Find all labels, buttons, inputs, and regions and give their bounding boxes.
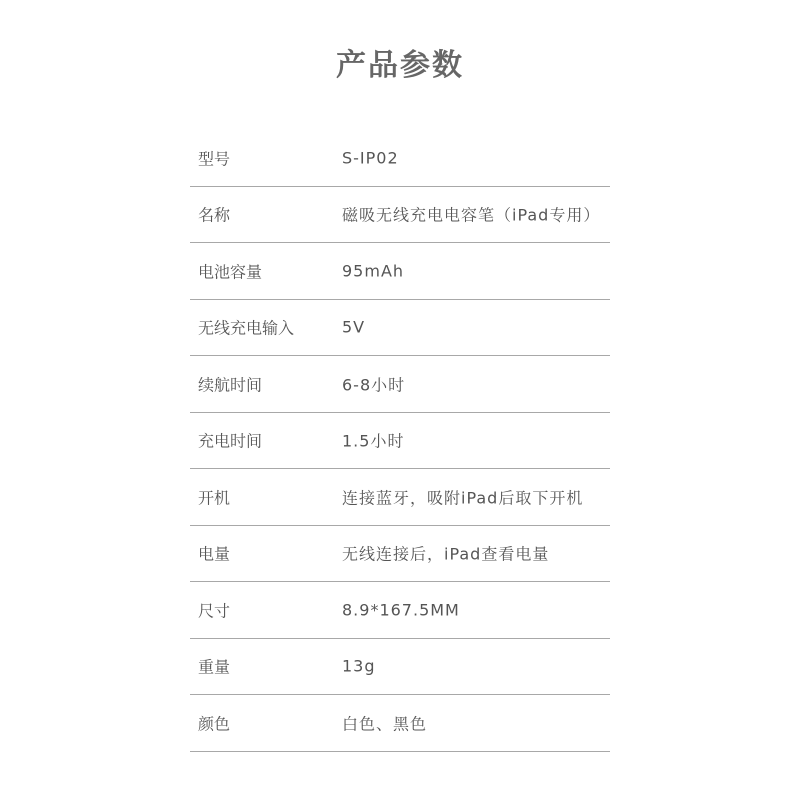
spec-label: 尺寸 [198,601,231,621]
spec-value: 磁吸无线充电电容笔（iPad专用） [342,205,601,225]
spec-value: 无线连接后，iPad查看电量 [342,544,550,564]
spec-value: 95mAh [342,261,405,281]
spec-label: 电量 [198,544,231,564]
spec-value: 6-8小时 [342,375,406,395]
spec-row-input [190,300,610,357]
spec-label: 开机 [198,488,231,508]
spec-row-weight [190,639,610,696]
spec-label: 名称 [198,205,231,225]
spec-label: 续航时间 [198,375,263,395]
spec-row-color [190,695,610,752]
spec-label: 重量 [198,657,231,677]
spec-value: 白色、黑色 [342,714,428,734]
spec-row-power-on [190,469,610,526]
spec-row-dimensions [190,582,610,639]
spec-label: 颜色 [198,714,231,734]
spec-value: 连接蓝牙，吸附iPad后取下开机 [342,488,584,508]
page-title: 产品参数 [336,48,464,83]
spec-value: S-IP02 [342,148,399,168]
spec-row-charge-time [190,413,610,470]
spec-row-endurance [190,356,610,413]
spec-value: 8.9*167.5MM [342,600,460,620]
spec-label: 充电时间 [198,431,263,451]
spec-label: 型号 [198,149,231,169]
spec-value: 1.5小时 [342,431,405,451]
spec-row-model [190,130,610,187]
spec-row-name [190,187,610,244]
spec-value: 5V [342,317,366,337]
spec-row-battery [190,243,610,300]
spec-label: 电池容量 [198,262,263,282]
spec-value: 13g [342,656,376,676]
spec-label: 无线充电输入 [198,318,295,338]
spec-row-battery-level [190,526,610,583]
spec-table [190,130,610,752]
